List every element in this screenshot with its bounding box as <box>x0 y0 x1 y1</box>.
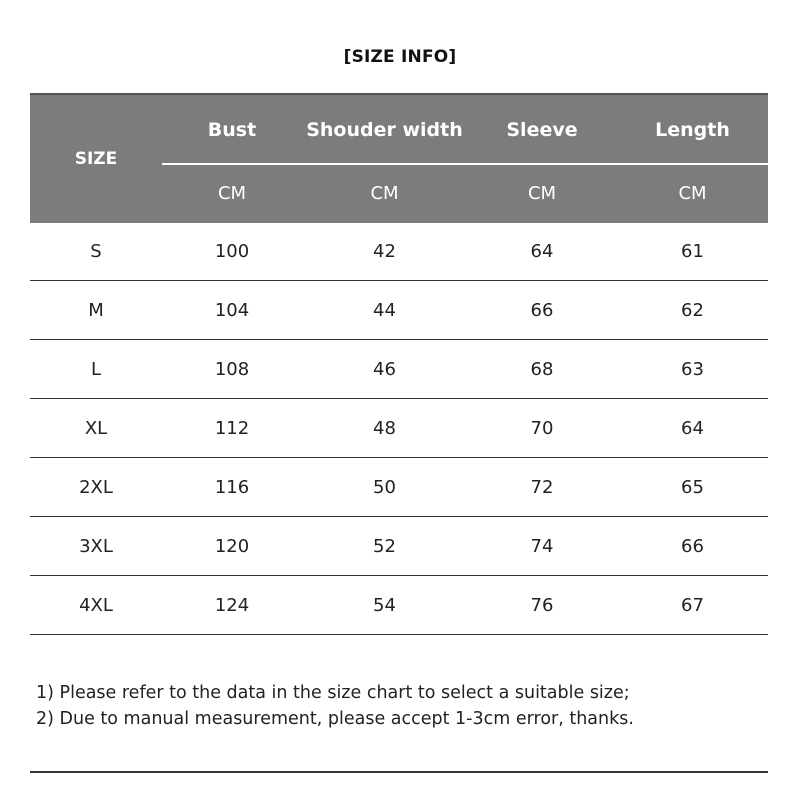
length-cell: 63 <box>681 359 704 380</box>
bust-cell: 124 <box>214 595 250 616</box>
length-cell: 65 <box>681 477 704 498</box>
unit-label-length: CM <box>678 183 707 204</box>
table-row <box>30 340 768 399</box>
sleeve-cell: 76 <box>530 595 554 616</box>
column-header-bust: Bust <box>207 119 257 141</box>
sleeve-cell: 72 <box>530 477 554 498</box>
table-header <box>30 93 768 223</box>
length-cell: 66 <box>681 536 704 557</box>
shoulder-width-cell: 42 <box>373 241 396 262</box>
size-notes <box>36 680 776 732</box>
shoulder-width-cell: 48 <box>373 418 396 439</box>
shoulder-width-cell: 46 <box>373 359 396 380</box>
sleeve-cell: 66 <box>530 300 554 321</box>
size-cell: 4XL <box>79 595 113 616</box>
column-header-sleeve: Sleeve <box>506 119 578 141</box>
note-line: 2) Due to manual measurement, please accept 1-3cm error, thanks. <box>36 709 634 729</box>
table-row <box>30 281 768 340</box>
column-header-length: Length <box>655 119 730 141</box>
shoulder-width-cell: 50 <box>373 477 396 498</box>
note-line: 1) Please refer to the data in the size chart to select a suitable size; <box>36 683 630 703</box>
header-divider <box>162 163 768 165</box>
table-row <box>30 576 768 635</box>
bust-cell: 104 <box>214 300 250 321</box>
table-row <box>30 458 768 517</box>
bust-cell: 120 <box>214 536 250 557</box>
bottom-divider <box>30 771 768 773</box>
sleeve-cell: 68 <box>530 359 554 380</box>
length-cell: 62 <box>681 300 704 321</box>
size-cell: M <box>88 300 104 321</box>
sleeve-cell: 74 <box>530 536 554 557</box>
size-cell: L <box>90 359 102 380</box>
size-cell: XL <box>84 418 108 439</box>
bust-cell: 100 <box>214 241 250 262</box>
length-cell: 64 <box>681 418 704 439</box>
unit-label-sleeve: CM <box>527 183 557 204</box>
table-row <box>30 517 768 576</box>
column-header-shoulder-width: Shouder width <box>306 119 463 141</box>
size-cell: 2XL <box>79 477 113 498</box>
bust-cell: 116 <box>214 477 250 498</box>
unit-label-shoulder-width: CM <box>370 183 399 204</box>
table-row <box>30 222 768 281</box>
table-row <box>30 399 768 458</box>
sleeve-cell: 64 <box>530 241 554 262</box>
length-cell: 67 <box>681 595 704 616</box>
length-cell: 61 <box>681 241 704 262</box>
size-cell: S <box>90 241 102 262</box>
size-table-body <box>30 222 768 635</box>
unit-label-bust: CM <box>217 183 247 204</box>
bust-cell: 108 <box>214 359 250 380</box>
shoulder-width-cell: 52 <box>373 536 396 557</box>
sleeve-cell: 70 <box>530 418 554 439</box>
shoulder-width-cell: 44 <box>373 300 396 321</box>
size-column-header: SIZE <box>74 149 118 169</box>
page-title: [SIZE INFO] <box>343 47 457 67</box>
shoulder-width-cell: 54 <box>373 595 396 616</box>
bust-cell: 112 <box>214 418 250 439</box>
size-cell: 3XL <box>79 536 113 557</box>
